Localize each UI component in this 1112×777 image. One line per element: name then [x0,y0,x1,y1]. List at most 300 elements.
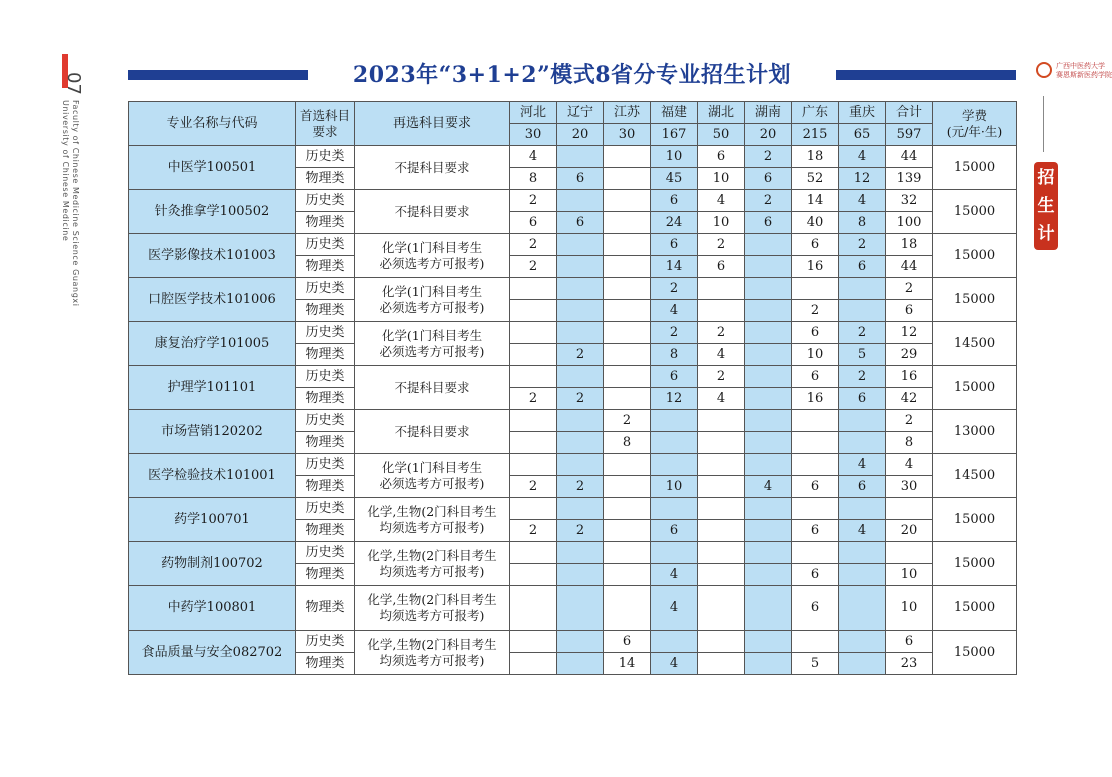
track-type: 历史类 [296,190,355,212]
quota-cell [510,653,557,675]
quota-cell: 2 [698,234,745,256]
quota-cell: 4 [698,388,745,410]
quota-cell: 2 [510,476,557,498]
quota-cell [557,454,604,476]
quota-cell [510,410,557,432]
quota-cell [510,586,557,631]
header-province-total: 30 [510,124,557,146]
quota-cell: 6 [839,256,886,278]
quota-cell [557,542,604,564]
quota-cell [698,498,745,520]
track-type: 物理类 [296,256,355,278]
quota-cell: 2 [651,278,698,300]
quota-cell [745,234,792,256]
quota-cell: 6 [557,212,604,234]
track-type: 物理类 [296,344,355,366]
quota-cell [698,653,745,675]
title-bar [128,60,1016,90]
quota-cell: 24 [651,212,698,234]
total-cell [886,542,933,564]
quota-cell: 2 [557,344,604,366]
page-number: 07 [63,72,84,95]
header-province-total: 65 [839,124,886,146]
table-row [129,410,1017,432]
quota-cell [839,653,886,675]
quota-cell [698,278,745,300]
quota-cell [604,322,651,344]
quota-cell: 14 [604,653,651,675]
header-province-total: 20 [557,124,604,146]
quota-cell: 6 [651,366,698,388]
track-type: 历史类 [296,234,355,256]
quota-cell [557,410,604,432]
header-province: 福建 [651,102,698,124]
quota-cell [604,388,651,410]
quota-cell [604,586,651,631]
quota-cell: 6 [792,234,839,256]
quota-cell: 14 [792,190,839,212]
quota-cell [698,586,745,631]
total-cell: 42 [886,388,933,410]
tuition-fee: 15000 [933,498,1017,542]
quota-cell [510,366,557,388]
right-divider [1043,96,1044,152]
quota-cell [604,498,651,520]
quota-cell: 4 [698,190,745,212]
quota-cell [510,498,557,520]
quota-cell [698,542,745,564]
tuition-fee: 14500 [933,322,1017,366]
subject-requirement: 不提科目要求 [355,366,510,410]
quota-cell [745,498,792,520]
quota-cell: 6 [698,256,745,278]
subject-requirement: 化学(1门科目考生 必须选考方可报考) [355,234,510,278]
quota-cell: 6 [839,388,886,410]
major-name: 医学检验技术101001 [129,454,296,498]
quota-cell: 6 [792,586,839,631]
table-row [129,146,1017,168]
subject-requirement: 化学,生物(2门科目考生 均须选考方可报考) [355,631,510,675]
quota-cell: 6 [792,366,839,388]
quota-cell: 4 [510,146,557,168]
quota-cell [839,300,886,322]
quota-cell [698,564,745,586]
quota-cell [792,631,839,653]
major-name: 医学影像技术101003 [129,234,296,278]
quota-cell: 4 [745,476,792,498]
quota-cell: 2 [557,476,604,498]
total-cell: 44 [886,146,933,168]
quota-cell: 2 [557,520,604,542]
total-cell: 10 [886,586,933,631]
header-province: 湖南 [745,102,792,124]
quota-cell [698,454,745,476]
quota-cell [557,278,604,300]
header-province-total: 215 [792,124,839,146]
quota-cell [745,454,792,476]
quota-cell [604,168,651,190]
quota-cell: 6 [839,476,886,498]
quota-cell [604,476,651,498]
quota-cell: 8 [839,212,886,234]
quota-cell: 16 [792,256,839,278]
quota-cell [557,432,604,454]
tuition-fee: 15000 [933,146,1017,190]
quota-cell [604,564,651,586]
quota-cell: 8 [604,432,651,454]
track-type: 物理类 [296,476,355,498]
tuition-fee: 14500 [933,454,1017,498]
tuition-fee: 13000 [933,410,1017,454]
english-name-line1: Faculty of Chinese Medicine Science Guangxi [71,100,80,307]
quota-cell [745,322,792,344]
quota-cell [792,542,839,564]
quota-cell [651,631,698,653]
major-name: 康复治疗学101005 [129,322,296,366]
quota-cell: 6 [698,146,745,168]
quota-cell [510,278,557,300]
total-cell: 8 [886,432,933,454]
quota-cell [604,146,651,168]
quota-cell [745,631,792,653]
tuition-fee: 15000 [933,234,1017,278]
major-name: 口腔医学技术101006 [129,278,296,322]
quota-cell: 4 [698,344,745,366]
quota-cell [604,366,651,388]
quota-cell: 2 [510,388,557,410]
quota-cell [839,586,886,631]
quota-cell: 12 [651,388,698,410]
header-province-total: 30 [604,124,651,146]
total-cell: 139 [886,168,933,190]
quota-cell [792,278,839,300]
quota-cell [510,300,557,322]
track-type: 历史类 [296,542,355,564]
quota-cell: 6 [792,564,839,586]
total-cell: 30 [886,476,933,498]
quota-cell: 14 [651,256,698,278]
quota-cell: 2 [698,322,745,344]
quota-cell [839,432,886,454]
quota-cell: 2 [604,410,651,432]
quota-cell [604,344,651,366]
quota-cell: 6 [792,520,839,542]
quota-cell [698,410,745,432]
quota-cell: 6 [557,168,604,190]
quota-cell [604,278,651,300]
quota-cell: 4 [839,190,886,212]
table-row [129,366,1017,388]
quota-cell [698,432,745,454]
quota-cell [510,344,557,366]
university-logo-icon [1036,62,1052,78]
header-second-subject: 再选科目要求 [355,102,510,146]
quota-cell [604,190,651,212]
quota-cell: 45 [651,168,698,190]
subject-requirement: 化学(1门科目考生 必须选考方可报考) [355,454,510,498]
quota-cell: 18 [792,146,839,168]
quota-cell: 6 [745,212,792,234]
track-type: 历史类 [296,278,355,300]
quota-cell [745,256,792,278]
quota-cell [510,454,557,476]
header-province-total: 167 [651,124,698,146]
tuition-fee: 15000 [933,586,1017,631]
quota-cell: 6 [651,520,698,542]
title-line-right [836,70,1016,80]
table-row [129,322,1017,344]
total-cell: 10 [886,564,933,586]
quota-cell [557,190,604,212]
quota-cell: 4 [839,520,886,542]
quota-cell [557,234,604,256]
track-type: 物理类 [296,432,355,454]
quota-cell: 2 [651,322,698,344]
track-type: 物理类 [296,212,355,234]
quota-cell: 2 [510,256,557,278]
quota-cell: 6 [792,476,839,498]
header-major: 专业名称与代码 [129,102,296,146]
total-cell: 6 [886,631,933,653]
quota-cell [651,410,698,432]
quota-cell [604,300,651,322]
header-province: 湖北 [698,102,745,124]
table-row [129,542,1017,564]
quota-cell [745,344,792,366]
quota-cell: 2 [839,234,886,256]
tuition-fee: 15000 [933,542,1017,586]
quota-cell [839,278,886,300]
header-province: 河北 [510,102,557,124]
quota-cell [698,300,745,322]
quota-cell: 10 [651,476,698,498]
table-row [129,586,1017,631]
subject-requirement: 化学(1门科目考生 必须选考方可报考) [355,278,510,322]
total-cell: 16 [886,366,933,388]
quota-cell [557,146,604,168]
quota-cell: 6 [792,322,839,344]
header-province-total: 20 [745,124,792,146]
quota-cell [839,542,886,564]
quota-cell [651,498,698,520]
total-cell: 4 [886,454,933,476]
tuition-fee: 15000 [933,631,1017,675]
quota-cell [510,631,557,653]
quota-cell: 4 [651,653,698,675]
quota-cell [510,542,557,564]
track-type: 历史类 [296,631,355,653]
total-cell: 18 [886,234,933,256]
quota-cell: 2 [745,190,792,212]
quota-cell [839,631,886,653]
quota-cell: 8 [651,344,698,366]
quota-cell: 6 [651,190,698,212]
table-row [129,454,1017,476]
quota-cell [604,234,651,256]
header-province: 辽宁 [557,102,604,124]
major-name: 药学100701 [129,498,296,542]
quota-cell [557,300,604,322]
quota-cell: 52 [792,168,839,190]
major-name: 针灸推拿学100502 [129,190,296,234]
quota-cell [839,564,886,586]
quota-cell [745,278,792,300]
quota-cell: 10 [698,168,745,190]
quota-cell [557,366,604,388]
quota-cell [557,256,604,278]
subject-requirement: 不提科目要求 [355,190,510,234]
header-province-total: 597 [886,124,933,146]
quota-cell [839,410,886,432]
total-cell: 100 [886,212,933,234]
total-cell: 2 [886,410,933,432]
quota-cell [651,432,698,454]
quota-cell [510,564,557,586]
quota-cell [557,586,604,631]
quota-cell [792,498,839,520]
quota-cell [792,410,839,432]
quota-cell: 10 [792,344,839,366]
quota-cell: 10 [651,146,698,168]
track-type: 历史类 [296,410,355,432]
quota-cell [745,366,792,388]
quota-cell: 5 [839,344,886,366]
total-cell [886,498,933,520]
quota-cell [792,454,839,476]
quota-cell: 6 [745,168,792,190]
subject-requirement: 化学,生物(2门科目考生 均须选考方可报考) [355,586,510,631]
major-name: 护理学101101 [129,366,296,410]
track-type: 历史类 [296,146,355,168]
major-name: 中医学100501 [129,146,296,190]
quota-cell: 2 [745,146,792,168]
total-cell: 23 [886,653,933,675]
header-province-total: 50 [698,124,745,146]
quota-cell: 40 [792,212,839,234]
title-line-left [128,70,308,80]
track-type: 物理类 [296,653,355,675]
quota-cell: 4 [651,300,698,322]
quota-cell [557,631,604,653]
major-name: 市场营销120202 [129,410,296,454]
quota-cell: 2 [510,190,557,212]
quota-cell [651,454,698,476]
subject-requirement: 不提科目要求 [355,410,510,454]
quota-cell: 2 [698,366,745,388]
tuition-fee: 15000 [933,366,1017,410]
total-cell: 20 [886,520,933,542]
header-province: 合计 [886,102,933,124]
enrollment-plan-table [128,101,1017,675]
quota-cell [604,256,651,278]
quota-cell [557,498,604,520]
quota-cell [510,322,557,344]
quota-cell: 4 [651,586,698,631]
quota-cell: 10 [698,212,745,234]
quota-cell [745,564,792,586]
table-row [129,278,1017,300]
quota-cell: 2 [792,300,839,322]
quota-cell [604,212,651,234]
total-cell: 44 [886,256,933,278]
university-logo-text: 广西中医药大学 赛恩斯新医药学院 [1056,62,1112,79]
quota-cell [604,454,651,476]
quota-cell: 4 [651,564,698,586]
quota-cell [651,542,698,564]
stamp-text: 招 生 计 划 [1037,168,1055,272]
track-type: 历史类 [296,454,355,476]
quota-cell [745,542,792,564]
tuition-fee: 15000 [933,190,1017,234]
header-first-subject: 首选科目 要求 [296,102,355,146]
quota-cell [557,653,604,675]
quota-cell [698,631,745,653]
quota-cell: 2 [510,520,557,542]
quota-cell [604,542,651,564]
table-row [129,234,1017,256]
quota-cell [604,520,651,542]
header-fee: 学费 (元/年·生) [933,102,1017,146]
quota-cell [745,388,792,410]
track-type: 物理类 [296,564,355,586]
table-row [129,190,1017,212]
quota-cell [510,432,557,454]
quota-cell: 4 [839,454,886,476]
total-cell: 2 [886,278,933,300]
subject-requirement: 不提科目要求 [355,146,510,190]
track-type: 历史类 [296,366,355,388]
quota-cell [745,653,792,675]
quota-cell [745,410,792,432]
track-type: 物理类 [296,586,355,631]
header-province: 江苏 [604,102,651,124]
track-type: 物理类 [296,300,355,322]
major-name: 食品质量与安全082702 [129,631,296,675]
tuition-fee: 15000 [933,278,1017,322]
quota-cell: 6 [510,212,557,234]
quota-cell: 4 [839,146,886,168]
total-cell: 12 [886,322,933,344]
track-type: 物理类 [296,520,355,542]
header-row [129,102,1017,124]
track-type: 物理类 [296,168,355,190]
quota-cell: 6 [604,631,651,653]
table-row [129,498,1017,520]
subject-requirement: 化学,生物(2门科目考生 均须选考方可报考) [355,498,510,542]
quota-cell [698,520,745,542]
quota-cell [745,432,792,454]
header-province: 广东 [792,102,839,124]
track-type: 历史类 [296,322,355,344]
quota-cell: 8 [510,168,557,190]
english-name-line2: University of Chinese Medicine [61,100,70,242]
quota-cell [745,586,792,631]
quota-cell: 5 [792,653,839,675]
quota-cell: 6 [651,234,698,256]
subject-requirement: 化学(1门科目考生 必须选考方可报考) [355,322,510,366]
quota-cell [792,432,839,454]
quota-cell [557,564,604,586]
track-type: 物理类 [296,388,355,410]
total-cell: 29 [886,344,933,366]
quota-cell: 12 [839,168,886,190]
header-province: 重庆 [839,102,886,124]
quota-cell [745,300,792,322]
table-row [129,631,1017,653]
quota-cell: 2 [557,388,604,410]
quota-cell [839,498,886,520]
subject-requirement: 化学,生物(2门科目考生 均须选考方可报考) [355,542,510,586]
